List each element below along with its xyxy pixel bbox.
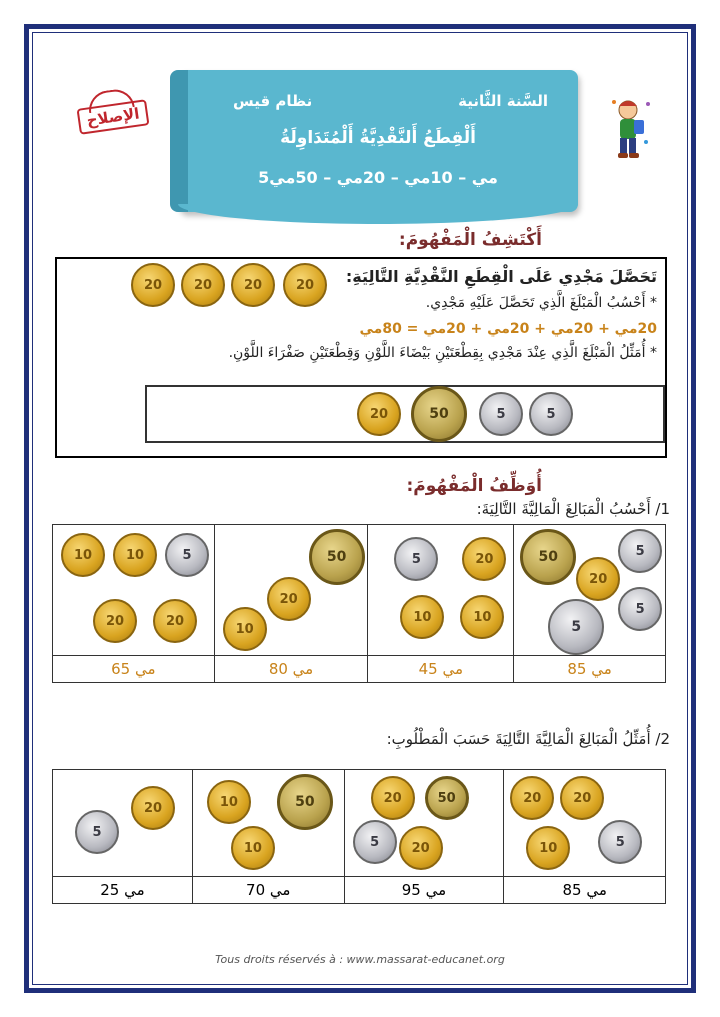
coin-20: 20 [267,577,311,621]
exercise-2-coins-cell [504,770,666,877]
coin-10: 10 [460,595,504,639]
coin-10: 10 [113,533,157,577]
discover-section-title: أَكْتَشِفُ الْمَفْهُومَ: [398,230,542,250]
exercise-2-coins-cell [53,770,193,877]
coin-20: 20 [560,776,604,820]
coin-20: 20 [153,599,197,643]
coin-10: 10 [526,826,570,870]
exercise-1-amount: 80 مي [214,656,368,683]
exercise-2-coins-cell [344,770,504,877]
coin-10: 10 [207,780,251,824]
discover-task-1: * أَحْسُبُ الْمَبْلَغَ الَّذِي تَحَصَّلَ عَلَيْهِ مَجْدِي. [425,295,657,311]
coin-5: 5 [529,392,573,436]
exercise-2-amount: 95 مي [344,877,504,904]
coin-5: 5 [165,533,209,577]
coin-5: 5 [598,820,642,864]
exercise-1-coins-cell [514,525,666,656]
coin-20: 20 [131,263,175,307]
coin-50: 50 [277,774,333,830]
coin-50: 50 [425,776,469,820]
discover-answer-box [145,385,665,443]
apply-section-title: أُوَظِّفُ الْمَفْهُومَ: [406,476,542,496]
coin-10: 10 [61,533,105,577]
coin-5: 5 [353,820,397,864]
exercise-1-amount: 65 مي [53,656,215,683]
header-banner [178,70,578,212]
coin-50: 50 [411,386,467,442]
coin-20: 20 [510,776,554,820]
coin-10: 10 [231,826,275,870]
coin-5: 5 [618,529,662,573]
discover-task-2: * أُمَثِّلُ الْمَبْلَغَ الَّذِي عِنْدَ مَجْدِي بِقِطْعَتَيْنِ بَيْضَاءَ اللَّوْنِ وَقِطْعَتَيْنِ صَفْرَاءَ اللَّوْنِ. [228,345,657,361]
coin-5: 5 [618,587,662,631]
discover-box [55,257,667,458]
coin-5: 5 [394,537,438,581]
exercise-1-instruction: 1/ أَحْسُبُ الْمَبَالِغَ الْمَالِيَّةَ التَّالِيَةَ: [476,500,670,518]
boy-clipart-icon [610,96,652,162]
exercise-2-table [52,769,666,904]
coin-10: 10 [400,595,444,639]
coin-20: 20 [231,263,275,307]
coin-50: 50 [520,529,576,585]
exercise-2-amount: 85 مي [504,877,666,904]
stamp-label: الإصلاح [77,99,150,134]
exercise-1-coins-cell [53,525,215,656]
coin-20: 20 [181,263,225,307]
exercise-2-instruction: 2/ أُمَثِّلُ الْمَبَالِغَ الْمَالِيَّةَ التَّالِيَةَ حَسَبَ الْمَطْلُوبِ: [386,730,670,748]
exercise-1-amount: 85 مي [514,656,666,683]
coin-20: 20 [371,776,415,820]
coin-20: 20 [357,392,401,436]
coin-20: 20 [93,599,137,643]
measurement-system: نظام قيس [233,92,313,110]
coin-5: 5 [75,810,119,854]
copyright-footer: Tous droits réservés à : www.massarat-educanet.org [215,953,505,966]
coin-20: 20 [462,537,506,581]
coin-5: 5 [479,392,523,436]
coin-10: 10 [223,607,267,651]
coin-50: 50 [309,529,365,585]
coin-20: 20 [131,786,175,830]
exercise-1-coins-cell [214,525,368,656]
coin-20: 20 [399,826,443,870]
discover-statement: تَحَصَّلَ مَجْدِي عَلَى الْقِطَعِ النَّقْدِيَّةِ التَّالِيَةِ: [345,267,657,286]
exercise-2-amount: 25 مي [53,877,193,904]
exercise-1-amount: 45 مي [368,656,514,683]
coin-20: 20 [576,557,620,601]
school-year: السَّنة الثَّانية [458,92,548,110]
coin-20: 20 [283,263,327,307]
exercise-2-amount: 70 مي [192,877,344,904]
coin-5: 5 [548,599,604,655]
coins-list: 5مي – 10مي – 20مي – 50مي [258,168,498,187]
exercise-1-table [52,524,666,683]
exercise-1-coins-cell [368,525,514,656]
discover-answer-1: 20مي + 20مي + 20مي + 20مي = 80مي [359,321,657,337]
lesson-topic: أَلْقِطَعُ أَلنَّقْدِيَّةُ أَلْمُتَدَاوِلَةُ [280,128,476,148]
exercise-2-coins-cell [192,770,344,877]
